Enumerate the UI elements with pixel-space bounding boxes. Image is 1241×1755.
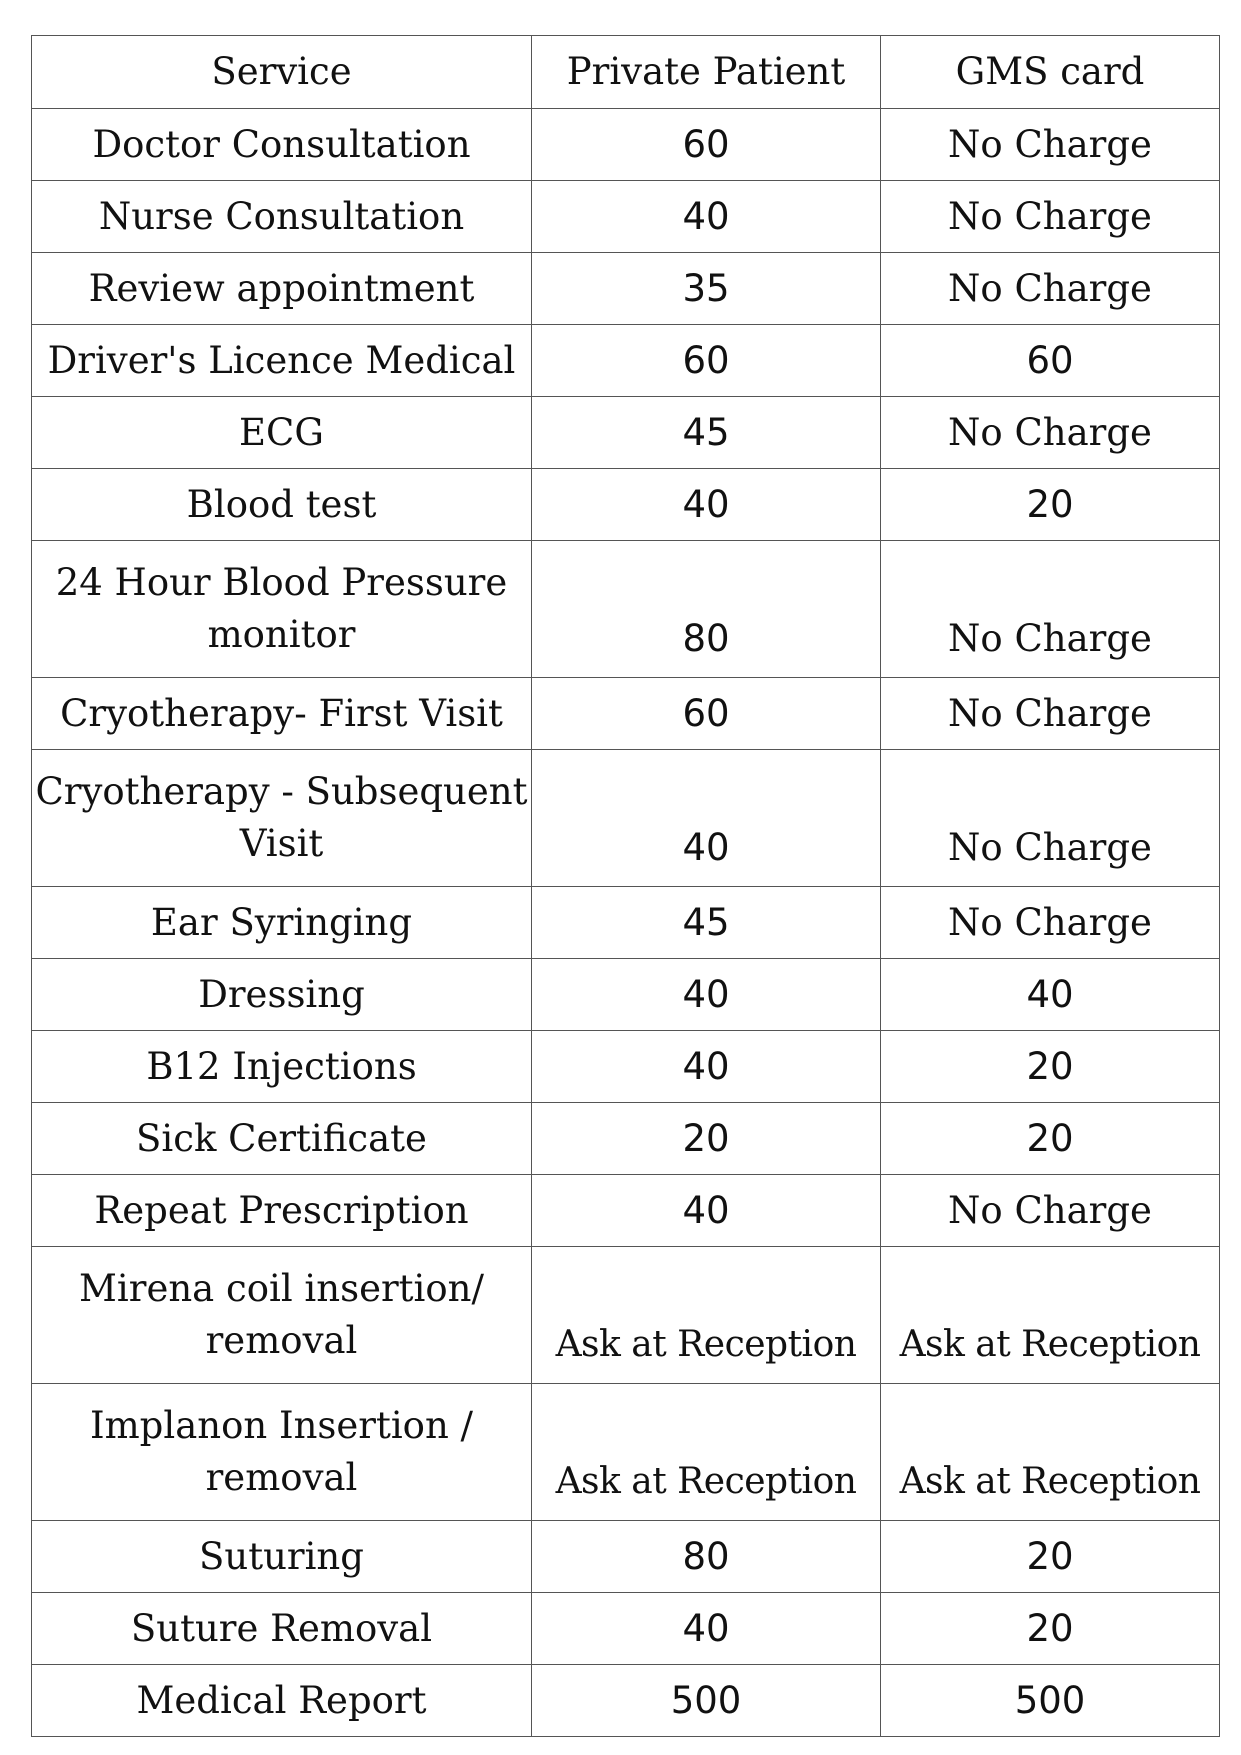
service-cell [32,325,532,397]
private-patient-fee: 60 [532,109,881,181]
gms-card-fee: Ask at Reception [881,1247,1220,1384]
table-row [32,1103,1220,1175]
table-row [32,397,1220,469]
private-patient-fee: 45 [532,397,881,469]
table-row [32,469,1220,541]
gms-card-fee: No Charge [881,397,1220,469]
service-cell [32,109,532,181]
service-name-line: Cryotherapy- First Visit [60,691,503,735]
service-cell [32,887,532,959]
table-row [32,959,1220,1031]
service-name-line: Suture Removal [130,1606,433,1650]
service-name-line: ECG [239,410,324,454]
service-name-line: Medical Report [136,1678,427,1722]
private-patient-fee: 40 [532,959,881,1031]
service-cell [32,1031,532,1103]
gms-card-fee: 20 [881,469,1220,541]
service-name-line: Mirena coil insertion/ [79,1267,484,1310]
gms-card-fee: No Charge [881,887,1220,959]
service-name-line: B12 Injections [146,1044,417,1088]
table-row [32,541,1220,678]
service-name-line: 24 Hour Blood Pressure [55,561,508,604]
gms-card-fee: 20 [881,1103,1220,1175]
table-row [32,678,1220,750]
private-patient-fee: Ask at Reception [532,1247,881,1384]
private-patient-fee: Ask at Reception [532,1384,881,1521]
service-name-line: Ear Syringing [150,900,413,944]
private-patient-fee: 80 [532,1521,881,1593]
table-row [32,887,1220,959]
service-cell [32,541,532,678]
table-row [32,1384,1220,1521]
private-patient-fee: 60 [532,325,881,397]
table-row [32,1175,1220,1247]
table-row [32,1521,1220,1593]
service-cell [32,469,532,541]
private-patient-fee: 40 [532,181,881,253]
gms-card-fee: 60 [881,325,1220,397]
table-row [32,1031,1220,1103]
gms-card-fee: 20 [881,1521,1220,1593]
gms-card-fee: No Charge [881,750,1220,887]
service-cell [32,181,532,253]
service-name-line: Repeat Prescription [94,1188,469,1232]
fee-table [31,35,1220,1737]
private-patient-fee: 80 [532,541,881,678]
private-patient-fee: 500 [532,1665,881,1737]
private-patient-fee: 40 [532,750,881,887]
table-row [32,1665,1220,1737]
gms-card-fee: No Charge [881,181,1220,253]
table-body [32,109,1220,1737]
gms-card-fee: 20 [881,1593,1220,1665]
service-cell [32,1665,532,1737]
service-cell [32,750,532,887]
table-row [32,325,1220,397]
table-row [32,253,1220,325]
service-cell [32,678,532,750]
service-cell [32,1593,532,1665]
private-patient-fee: 60 [532,678,881,750]
gms-card-fee: No Charge [881,541,1220,678]
header-private-patient: Private Patient [532,36,881,109]
service-cell [32,1103,532,1175]
gms-card-fee: 40 [881,959,1220,1031]
service-name-line: Doctor Consultation [92,122,471,166]
service-name-line: Dressing [198,972,365,1016]
gms-card-fee: No Charge [881,109,1220,181]
service-cell [32,959,532,1031]
header-gms-card: GMS card [881,36,1220,109]
service-name-line: Sick Certificate [136,1116,427,1160]
gms-card-fee: No Charge [881,253,1220,325]
service-name-line: removal [205,1456,358,1499]
private-patient-fee: 45 [532,887,881,959]
gms-card-fee: No Charge [881,678,1220,750]
service-name-line: Blood test [186,482,377,526]
gms-card-fee: Ask at Reception [881,1384,1220,1521]
gms-card-fee: 500 [881,1665,1220,1737]
service-cell [32,1175,532,1247]
gms-card-fee: No Charge [881,1175,1220,1247]
table-row [32,181,1220,253]
service-cell [32,253,532,325]
gms-card-fee: 20 [881,1031,1220,1103]
service-name-line: Nurse Consultation [98,194,465,238]
service-name-line: removal [205,1319,358,1362]
service-cell [32,1247,532,1384]
table-row [32,1247,1220,1384]
service-name-line: monitor [207,613,356,656]
table-header [32,36,1220,109]
service-name-line: Review appointment [88,266,475,310]
header-service: Service [32,36,532,109]
private-patient-fee: 40 [532,1593,881,1665]
service-name-line: Suturing [199,1534,364,1578]
table-row [32,109,1220,181]
private-patient-fee: 35 [532,253,881,325]
service-cell [32,1384,532,1521]
service-name-line: Visit [239,822,324,865]
table-row [32,750,1220,887]
service-name-line: Driver's Licence Medical [47,338,516,382]
service-name-line: Implanon Insertion / [89,1404,474,1447]
private-patient-fee: 40 [532,1031,881,1103]
private-patient-fee: 40 [532,469,881,541]
header-row [32,36,1220,109]
service-cell [32,397,532,469]
private-patient-fee: 20 [532,1103,881,1175]
private-patient-fee: 40 [532,1175,881,1247]
table-row [32,1593,1220,1665]
service-cell [32,1521,532,1593]
service-name-line: Cryotherapy - Subsequent [35,770,528,813]
